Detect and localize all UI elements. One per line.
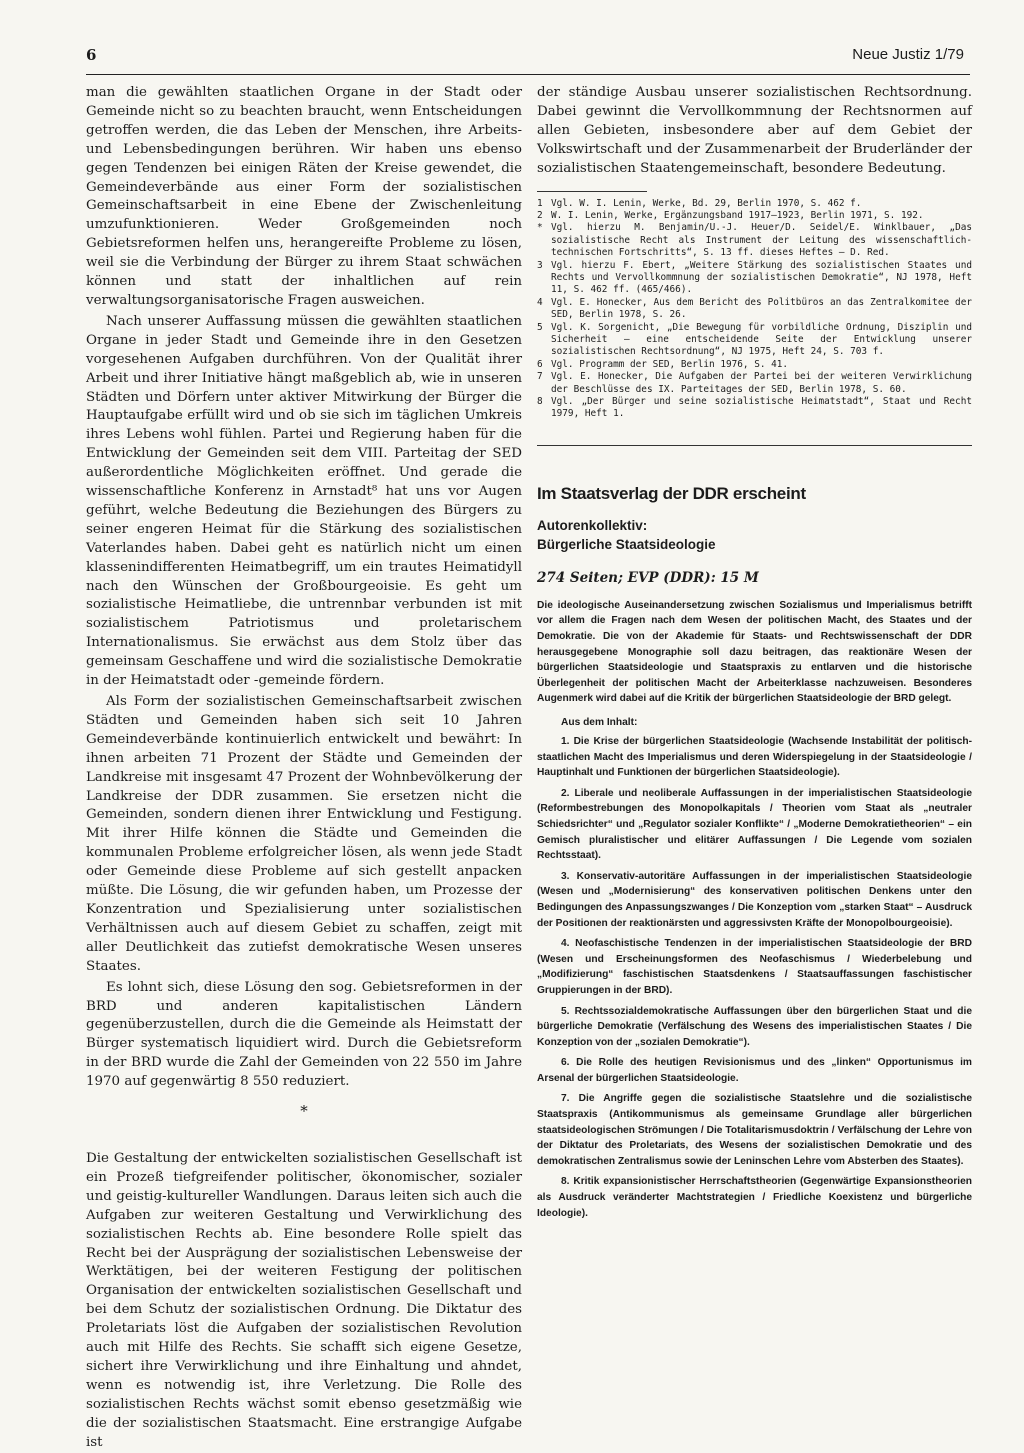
footnote-text: Vgl. K. Sorgenicht, „Die Bewegung für vorbildliche Ordnung, Disziplin und Sicherheit – eine entscheidende Seite der Entwicklung unserer sozialistischen Rechtsordnung“, NJ 1975, Heft 24, S. 703 f. bbox=[551, 321, 972, 358]
paragraph: Nach unserer Auffassung müssen die gewählten staatlichen Organe in jeder Stadt und Gemeinde ihre in den Gesetzen vorgesehenen Aufgaben durchführen. Von der Qualität ihrer Arbeit und ihrer Initiative hängt maßgeblich ab, wie in unseren Städten und Dörfern unter aktiver Mitwirkung der Bürger die Hauptaufgabe erfüllt wird und ob sie sich im täglichen Umkreis ihres Lebens wohl fühlen. Partei und Regierung haben für die Entwicklung der Gemeinden seit dem VIII. Parteitag der SED außerordentliche Möglichkeiten eröffnet. Und gerade die wissenschaftliche Konferenz in Arnstadt⁸ hat uns vor Augen geführt, welche Bedeutung die Beziehungen des Bürgers zu seiner engeren Heimat für die Stärkung des sozialistischen Vaterlandes haben. Dabei geht es natürlich nicht um einen klassenindifferenten Heimatbegriff, um ein trautes Heimatidyll nach den Wünschen der Großbourgeoisie. Es geht um sozialistische Heimatliebe, die untrennbar verbunden ist mit sozialistischem Patriotismus und proletarischem Internationalismus. Sie erwächst aus dem Stolz über das gemeinsam Geschaffene und wird die sozialistische Demokratie in der Heimatstadt oder -gemeinde fördern. bbox=[86, 313, 522, 689]
ad-price: 274 Seiten; EVP (DDR): 15 M bbox=[537, 569, 759, 586]
paragraph: Es lohnt sich, diese Lösung den sog. Gebietsreformen in der BRD und anderen kapitalistischen Ländern gegenüberzustellen, durch die die Gemeinde als Heimstatt der Bürger systematisch liquidiert wird. Durch die Gebietsreform in der BRD wurde die Zahl der Gemeinden von 22 550 im Jahre 1970 auf gegenwärtig 8 550 reduziert. bbox=[86, 979, 522, 1090]
journal-reference: Neue Justiz 1/79 bbox=[852, 46, 964, 63]
footnotes bbox=[537, 198, 972, 421]
ad-contents-item: 4. Neofaschistische Tendenzen in der imperialistischen Staatsideologie der BRD (Wesen und Erscheinungsformen des Neofaschismus / Wiederbelebung und „Modifizierung“ faschistischen Staatsdenkens / Staatsauffassungen faschistischer Gruppierungen in der BRD). bbox=[537, 938, 972, 996]
paragraph: der ständige Ausbau unserer sozialistischen Rechtsordnung. Dabei gewinnt die Vervollkommnung der Rechtsnormen auf allen Gebieten, insbesondere aber auf dem Gebiet der Volkswirtschaft und der Zusammenarbeit der Bruderländer der sozialistischen Staatengemeinschaft, besondere Bedeutung. bbox=[537, 85, 972, 176]
ad-contents-item: 3. Konservativ-autoritäre Auffassungen in der imperialistischen Staatsideologie (Wesen und „Modernisierung“ des konservativen politischen Denkens unter den Bedingungen des Anpassungszwanges / Die Konzeption vom „starken Staat“ – Ausdruck der Positionen der reaktionärsten und aggressivsten Kräfte der Monopolbourgeoisie). bbox=[537, 870, 972, 929]
ad-book-title: Bürgerliche Staatsideologie bbox=[537, 536, 716, 552]
footnote-mark: 4 bbox=[537, 296, 543, 308]
footnote-rule bbox=[537, 191, 647, 192]
footnote-mark: 3 bbox=[537, 259, 543, 271]
footnote-mark: 8 bbox=[537, 396, 543, 408]
footnote-mark: * bbox=[537, 222, 543, 234]
footnote-text: Vgl. W. I. Lenin, Werke, Bd. 29, Berlin 1970, S. 462 f. bbox=[551, 197, 862, 209]
footnote-mark: 7 bbox=[537, 371, 543, 383]
footnote-text: Vgl. E. Honecker, Aus dem Bericht des Politbüros an das Zentralkomitee der SED, Berlin 1978, S. 26. bbox=[551, 296, 972, 321]
ad-title: Im Staatsverlag der DDR erscheint bbox=[537, 483, 806, 503]
paragraph: Die Gestaltung der entwickelten sozialistischen Gesellschaft ist ein Prozeß tiefgreifender politischer, ökonomischer, sozialer und geistig-kultureller Wandlungen. Daraus leiten sich auch die Aufgaben zur weiteren Gestaltung und Verwirklichung des sozialistischen Rechts ab. Eine besondere Rolle spielt das Recht bei der Ausprägung der sozialistischen Lebensweise der Werktätigen, bei der weiteren Festigung der politischen Organisation der entwickelten sozialistischen Gesellschaft und bei dem Schutz der sozialistischen Ordnung. Die Diktatur des Proletariats löst die Aufgaben der sozialistischen Revolution auch mit Hilfe des Rechts. Sie schafft sich eigene Gesetze, sichert ihre Verwirklichung und ihre Einhaltung und ahndet, wenn es notwendig ist, ihre Verletzung. Die Rolle des sozialistischen Rechts wächst somit ebenso gesetzmäßig wie die der sozialistischen Staatsmacht. Eine erstrangige Aufgabe ist bbox=[86, 1151, 522, 1450]
ad-contents-item: 2. Liberale und neoliberale Auffassungen in der imperialistischen Staatsideologie (Reformbestrebungen des Monopolkapitals / Theorien vom Staat als „neutraler Schiedsrichter“ und „Regulator sozialer Konflikte“ / „Moderne Demokratietheorien“ – ein Gemisch pluralistischer und elitärer Auffassungen / Die Legende vom sozialen Rechtsstaat). bbox=[537, 787, 972, 862]
footnote-mark: 5 bbox=[537, 321, 543, 333]
ad-contents-item: 8. Kritik expansionistischer Herrschaftstheorien (Gegenwärtige Expansionstheorien als Ausdruck veränderter Machtstrategien / Friedliche Koexistenz und bürgerliche Ideologie). bbox=[537, 1176, 972, 1219]
page-number: 6 bbox=[86, 46, 97, 64]
footnote bbox=[537, 222, 972, 259]
footnote-text: W. I. Lenin, Werke, Ergänzungsband 1917–1923, Berlin 1971, S. 192. bbox=[551, 209, 924, 221]
footnote-text: Vgl. Programm der SED, Berlin 1976, S. 41. bbox=[551, 358, 789, 370]
paragraph: man die gewählten staatlichen Organe in der Stadt oder Gemeinde nicht so zu beachten braucht, wenn Entscheidungen getroffen werden, die das Leben der Menschen, ihre Arbeits- und Lebensbedingungen berühren. Wir haben uns ebenso gegen Tendenzen bei einigen Räten der Kreise gewendet, die Gemeindeverbände aus einer Form der sozialistischen Gemeinschaftsarbeit in eine Ebene der Zwischenleitung umzufunktionieren. Weder Großgemeinden noch Gebietsreformen helfen uns, herangereifte Probleme zu lösen, weil sie die Verbindung der Bürger zu ihrem Staat schwächen können und statt der inhaltlichen auf rein verwaltungsorganisatorische Fragen ausweichen. bbox=[86, 85, 522, 308]
ad-contents-item: 7. Die Angriffe gegen die sozialistische Staatslehre und die sozialistische Staatspraxis (Antikommunismus als gemeinsame Grundlage aller bürgerlichen staatsideologischen Strömungen / Die Totalitarismusdoktrin / Verfälschung der Lehre von der Diktatur des Proletariats, des Wesens der sozialistischen Demokratie und des demokratischen Zentralismus sowie der Leninschen Lehre vom Absterben des Staates). bbox=[537, 1093, 972, 1167]
section-separator: * bbox=[300, 1102, 308, 1121]
footnote-mark: 1 bbox=[537, 197, 543, 209]
footnote-mark: 6 bbox=[537, 358, 543, 370]
footnote-text: Vgl. hierzu M. Benjamin/U.-J. Heuer/D. Seidel/E. Winklbauer, „Das sozialistische Recht als Instrument der Leitung des wissenschaftlich-technischen Fortschritts“, S. 13 ff. dieses Heftes – D. Red. bbox=[551, 222, 972, 259]
footnote bbox=[537, 198, 972, 210]
book-advertisement bbox=[537, 484, 972, 1221]
footnote bbox=[537, 322, 972, 359]
ad-contents-item: 5. Rechtssozialdemokratische Auffassungen über den bürgerlichen Staat und die bürgerliche Demokratie (Verfälschung des Wesens des imperialistischen Staates / Die Konzeption von der „sozialen Demokratie“). bbox=[537, 1005, 972, 1048]
paragraph: Als Form der sozialistischen Gemeinschaftsarbeit zwischen Städten und Gemeinden haben sich seit 10 Jahren Gemeindeverbände kontinuierlich entwickelt und bewährt: In ihnen arbeiten 71 Prozent der Städte und Gemeinden der Landkreise mit insgesamt 47 Prozent der Wohnbevölkerung der Landkreise der DDR zusammen. Sie ersetzen nicht die Gemeinden, sondern dienen ihrer Entwicklung und Festigung. Mit ihrer Hilfe können die Städte und Gemeinden die kommunalen Probleme erfolgreicher lösen, als wenn jede Stadt oder Gemeinde diese Probleme auf sich gestellt anpacken müßte. Die Lösung, die wir gefunden haben, um Prozesse der Konzentration und Spezialisierung unter sozialistischen Verhältnissen auch auf diesem Gebiet zu schaffen, zeigt mit aller Deutlichkeit das zutiefst demokratische Wesen unseres Staates. bbox=[86, 694, 522, 974]
left-column bbox=[86, 84, 522, 1453]
footnote bbox=[537, 260, 972, 297]
footnote-text: Vgl. E. Honecker, Die Aufgaben der Partei bei der weiteren Verwirklichung der Beschlüsse des IX. Parteitages der SED, Berlin 1978, S. 60. bbox=[551, 371, 972, 395]
footnote bbox=[537, 371, 972, 396]
footnote bbox=[537, 359, 972, 371]
ad-contents-item: 6. Die Rolle des heutigen Revisionismus und des „linken“ Opportunismus im Arsenal der bürgerlichen Staatsideologie. bbox=[537, 1057, 972, 1084]
footnote-text: Vgl. „Der Bürger und seine sozialistische Heimatstadt“, Staat und Recht 1979, Heft 1. bbox=[551, 396, 972, 420]
footnote bbox=[537, 297, 972, 322]
ad-author-label: Autorenkollektiv: bbox=[537, 517, 648, 533]
ad-description: Die ideologische Auseinandersetzung zwischen Sozialismus und Imperialismus betrifft vor allem die Fragen nach dem Wesen der politischen Macht, des Staates und der Demokratie. Die von der Akademie für Staats- und Rechtswissenschaft der DDR herausgegebene Monographie soll dazu beitragen, das reaktionäre Wesen der bürgerlichen Staatsideologie und Staatspraxis zu entlarven und die historische Überlegenheit der politischen Macht der Arbeiterklasse nachzuweisen. Besonderes Augenmerk wird dabei auf die Kritik der bürgerlichen Staatsideologie der BRD gelegt. bbox=[537, 599, 972, 705]
header-rule bbox=[86, 74, 970, 75]
ad-contents-label: Aus dem Inhalt: bbox=[561, 717, 638, 728]
footnote-text: Vgl. hierzu F. Ebert, „Weitere Stärkung des sozialistischen Staates und Rechts und Vervollkommnung der sozialistischen Demokratie“, NJ 1978, Heft 11, S. 462 ff. (465/466). bbox=[551, 259, 972, 296]
footnote bbox=[537, 396, 972, 421]
footnote-mark: 2 bbox=[537, 209, 543, 221]
ad-contents-item: 1. Die Krise der bürgerlichen Staatsideologie (Wachsende Instabilität der politisch-staatlichen Macht des Imperialismus und deren Widerspiegelung in der Staatsideologie / Hauptinhalt und Funktionen der bürgerlichen Staatsideologie). bbox=[537, 736, 972, 779]
section-rule bbox=[537, 445, 972, 446]
right-column bbox=[537, 84, 972, 1226]
footnote bbox=[537, 210, 972, 222]
